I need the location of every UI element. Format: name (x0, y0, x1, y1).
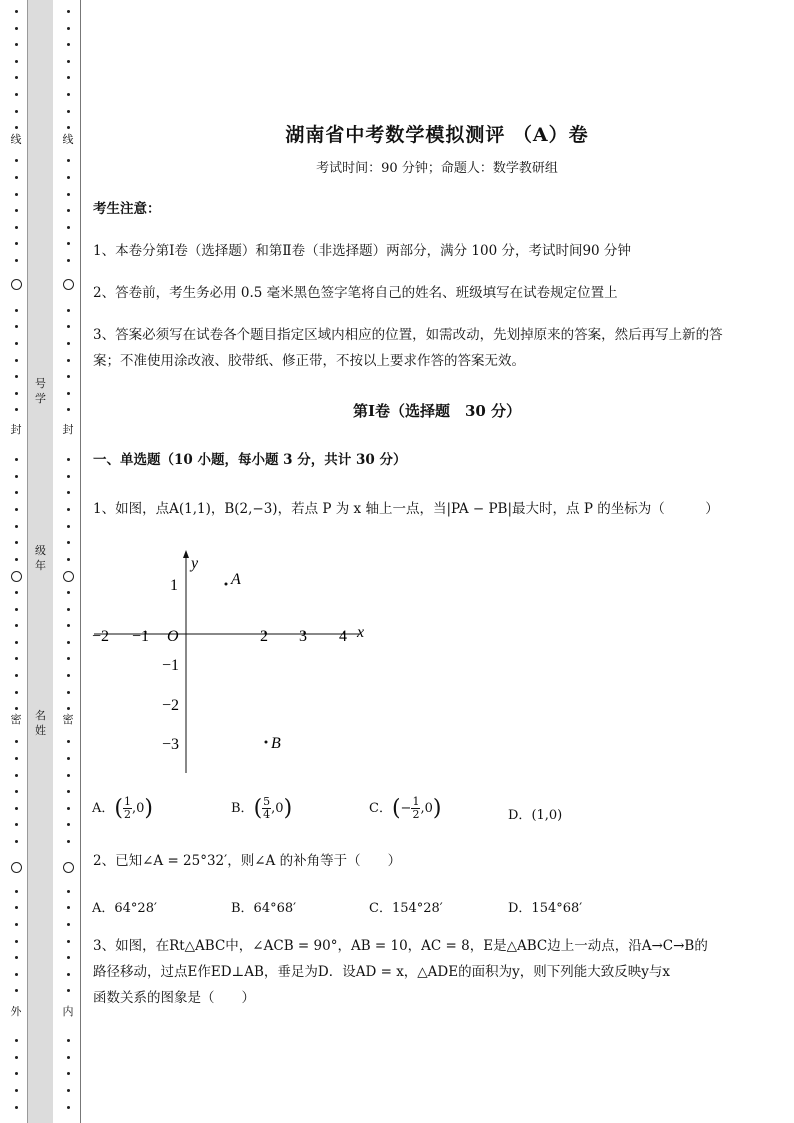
binding-dot (67, 608, 70, 611)
x-tick-4: 4 (339, 628, 347, 645)
binding-dot (67, 790, 70, 793)
binding-circle (11, 862, 22, 873)
binding-dot (67, 27, 70, 30)
binding-dot (67, 558, 70, 561)
binding-dot (67, 890, 70, 893)
binding-dot (67, 807, 70, 810)
q1-text: 1、如图，点A(1,1)，B(2,−3)，若点 P 为 x 轴上一点，当|PA − PB|最大时，点 P 的坐标为（ ） (93, 501, 719, 517)
binding-dot (15, 259, 18, 262)
x-tick-neg1: −1 (132, 628, 150, 645)
binding-dot (67, 60, 70, 63)
binding-dot (15, 375, 18, 378)
fraction: $\frac{1}{2}$ (123, 795, 131, 821)
q3-line-3: 函数关系的图象是（ ） (93, 990, 255, 1006)
binding-dot (67, 458, 70, 461)
binding-dot (67, 259, 70, 262)
binding-dot (15, 226, 18, 229)
binding-dot (15, 657, 18, 660)
binding-dot (15, 1089, 18, 1092)
binding-char: 密 (62, 713, 74, 726)
binding-dot (15, 309, 18, 312)
q2-text: 2、已知∠A = 25°32′，则∠A 的补角等于（ ） (93, 853, 402, 869)
binding-dot (15, 558, 18, 561)
point-b-label: B (271, 735, 281, 752)
binding-dot (67, 923, 70, 926)
binding-dot (15, 757, 18, 760)
binding-char: 线 (62, 133, 74, 146)
binding-dot (67, 541, 70, 544)
binding-dot (15, 176, 18, 179)
q3-line-2: 路径移动，过点E作ED⊥AB，垂足为D．设AD = x，△ADE的面积为y，则下列能大致反映y与x (93, 964, 670, 980)
binding-dot (15, 541, 18, 544)
binding-dot (67, 193, 70, 196)
binding-dot (15, 591, 18, 594)
binding-dot (67, 657, 70, 660)
x-tick-neg2: −2 (92, 628, 110, 645)
binding-dot (15, 27, 18, 30)
binding-char: 线 (10, 133, 22, 146)
binding-dot (15, 906, 18, 909)
notice-item-2: 2、答卷前，考生务必用 0.5 毫米黑色签字笔将自己的姓名、班级填写在试卷规定位置上 (93, 285, 618, 301)
binding-dot (67, 10, 70, 13)
binding-dot (15, 458, 18, 461)
binding-dot (67, 1106, 70, 1109)
binding-dot (15, 774, 18, 777)
binding-dot (15, 159, 18, 162)
binding-dot (15, 93, 18, 96)
q1-option-a[interactable]: A．( $\frac{1}{2}$ ,0) (92, 795, 153, 821)
point-a-label: A (231, 571, 241, 588)
y-tick-neg2: −2 (162, 697, 180, 714)
binding-dot (67, 940, 70, 943)
binding-char: 外 (10, 1005, 22, 1018)
y-axis-arrow (183, 550, 189, 558)
binding-char: 内 (62, 1005, 74, 1018)
binding-dot (67, 624, 70, 627)
q2-option-a[interactable]: A．64°28′ (92, 901, 157, 916)
binding-dot (15, 823, 18, 826)
q2-option-d[interactable]: D．154°68′ (508, 901, 583, 916)
x-axis-label: x (357, 624, 365, 641)
q2-option-c[interactable]: C．154°28′ (369, 901, 443, 916)
binding-dot (67, 774, 70, 777)
notice-item-3: 3、答案必须写在试卷各个题目指定区域内相应的位置，如需改动，先划掉原来的答案，然后再写上新的答案；不准使用涂改液、胶带纸、修正带，不按以上要求作答的答案无效。 (93, 327, 723, 369)
section-heading: 一、单选题（10 小题，每小题 3 分，共计 30 分） (93, 452, 407, 468)
y-tick-neg1: −1 (162, 657, 180, 674)
binding-dot (15, 392, 18, 395)
binding-dot (15, 807, 18, 810)
binding-dot (15, 840, 18, 843)
binding-char: 封 (62, 423, 74, 436)
notice-heading: 考生注意： (93, 201, 161, 217)
binding-dot (15, 126, 18, 129)
binding-dot (15, 956, 18, 959)
binding-dot (67, 906, 70, 909)
point-a-dot (225, 583, 228, 586)
y-tick-1: 1 (170, 577, 178, 594)
binding-dot (15, 408, 18, 411)
binding-dot (15, 691, 18, 694)
q1-option-d[interactable]: D．(1,0) (508, 808, 563, 823)
q2-option-b[interactable]: B．64°68′ (231, 901, 297, 916)
binding-dot (67, 1039, 70, 1042)
binding-dot (67, 359, 70, 362)
page-title: 湖南省中考数学模拟测评 （A）卷 (285, 124, 589, 146)
notice-item-1: 1、本卷分第Ⅰ卷（选择题）和第Ⅱ卷（非选择题）两部分，满分 100 分，考试时间90 分钟 (93, 243, 631, 259)
binding-dot (15, 491, 18, 494)
binding-dot (15, 193, 18, 196)
page-subtitle: 考试时间：90 分钟；命题人：数学教研组 (316, 161, 558, 176)
binding-dot (15, 359, 18, 362)
binding-dot (67, 691, 70, 694)
binding-dot (15, 707, 18, 710)
binding-dot (67, 823, 70, 826)
binding-dot (15, 342, 18, 345)
binding-dot (15, 989, 18, 992)
q1-option-b[interactable]: B．( $\frac{5}{4}$ ,0) (231, 795, 293, 821)
binding-dot (67, 740, 70, 743)
binding-dot (15, 43, 18, 46)
binding-dot (67, 342, 70, 345)
binding-dot (67, 209, 70, 212)
binding-dot (67, 408, 70, 411)
binding-dot (15, 475, 18, 478)
binding-dot (15, 624, 18, 627)
binding-dot (67, 159, 70, 162)
binding-dot (15, 60, 18, 63)
outer-dot-line (10, 0, 22, 1123)
binding-dot (15, 674, 18, 677)
binding-dot (67, 392, 70, 395)
binding-dot (15, 76, 18, 79)
binding-dot (15, 508, 18, 511)
binding-char: 封 (10, 423, 22, 436)
binding-dot (67, 491, 70, 494)
x-tick-2: 2 (260, 628, 268, 645)
student-info-strip (27, 0, 54, 1123)
binding-dot (67, 1056, 70, 1059)
binding-dot (67, 674, 70, 677)
field-grade: 级 年 (35, 544, 46, 572)
fraction: $\frac{1}{2}$ (412, 795, 420, 821)
binding-dot (67, 1072, 70, 1075)
binding-dot (15, 10, 18, 13)
binding-dot (15, 608, 18, 611)
inner-dot-line (62, 0, 74, 1123)
binding-dot (67, 43, 70, 46)
binding-dot (67, 956, 70, 959)
binding-dot (15, 923, 18, 926)
binding-char: 密 (10, 713, 22, 726)
q1-option-c[interactable]: C．(− $\frac{1}{2}$ ,0) (369, 795, 442, 821)
binding-dot (67, 641, 70, 644)
binding-circle (11, 571, 22, 582)
binding-dot (67, 591, 70, 594)
binding-circle (63, 279, 74, 290)
part1-heading: 第Ⅰ卷（选择题 30 分） (352, 402, 522, 420)
binding-dot (15, 1039, 18, 1042)
binding-dot (67, 989, 70, 992)
binding-dot (67, 707, 70, 710)
binding-dot (15, 890, 18, 893)
binding-dot (15, 940, 18, 943)
binding-dot (67, 1089, 70, 1092)
binding-circle (63, 571, 74, 582)
binding-dot (15, 525, 18, 528)
binding-dot (15, 973, 18, 976)
binding-dot (15, 242, 18, 245)
binding-dot (67, 76, 70, 79)
binding-dot (67, 110, 70, 113)
y-tick-neg3: −3 (162, 736, 180, 753)
binding-dot (67, 757, 70, 760)
binding-dot (15, 790, 18, 793)
binding-dot (15, 1106, 18, 1109)
binding-dot (67, 973, 70, 976)
field-student-number: 号 学 (35, 377, 46, 405)
binding-dot (67, 176, 70, 179)
field-name: 名 姓 (35, 709, 46, 737)
fraction: $\frac{5}{4}$ (263, 795, 271, 821)
origin-label: O (167, 628, 179, 645)
binding-circle (11, 279, 22, 290)
binding-dot (15, 641, 18, 644)
binding-dot (67, 126, 70, 129)
binding-dot (15, 325, 18, 328)
y-axis-label: y (191, 555, 199, 572)
binding-dot (67, 840, 70, 843)
binding-dot (15, 1056, 18, 1059)
binding-dot (67, 226, 70, 229)
binding-dot (15, 1072, 18, 1075)
binding-dot (67, 375, 70, 378)
binding-dot (67, 93, 70, 96)
binding-dot (15, 740, 18, 743)
x-tick-3: 3 (299, 628, 307, 645)
q1-graph (90, 548, 380, 778)
binding-dot (67, 525, 70, 528)
q3-line-1: 3、如图，在Rt△ABC中，∠ACB = 90°，AB = 10，AC = 8，E是△ABC边上一动点，沿A→C→B的 (93, 938, 708, 954)
binding-dot (67, 242, 70, 245)
binding-dot (15, 209, 18, 212)
binding-dot (67, 309, 70, 312)
binding-dot (67, 325, 70, 328)
binding-dot (67, 475, 70, 478)
binding-dot (15, 110, 18, 113)
point-b-dot (265, 741, 268, 744)
binding-circle (63, 862, 74, 873)
binding-dot (67, 508, 70, 511)
